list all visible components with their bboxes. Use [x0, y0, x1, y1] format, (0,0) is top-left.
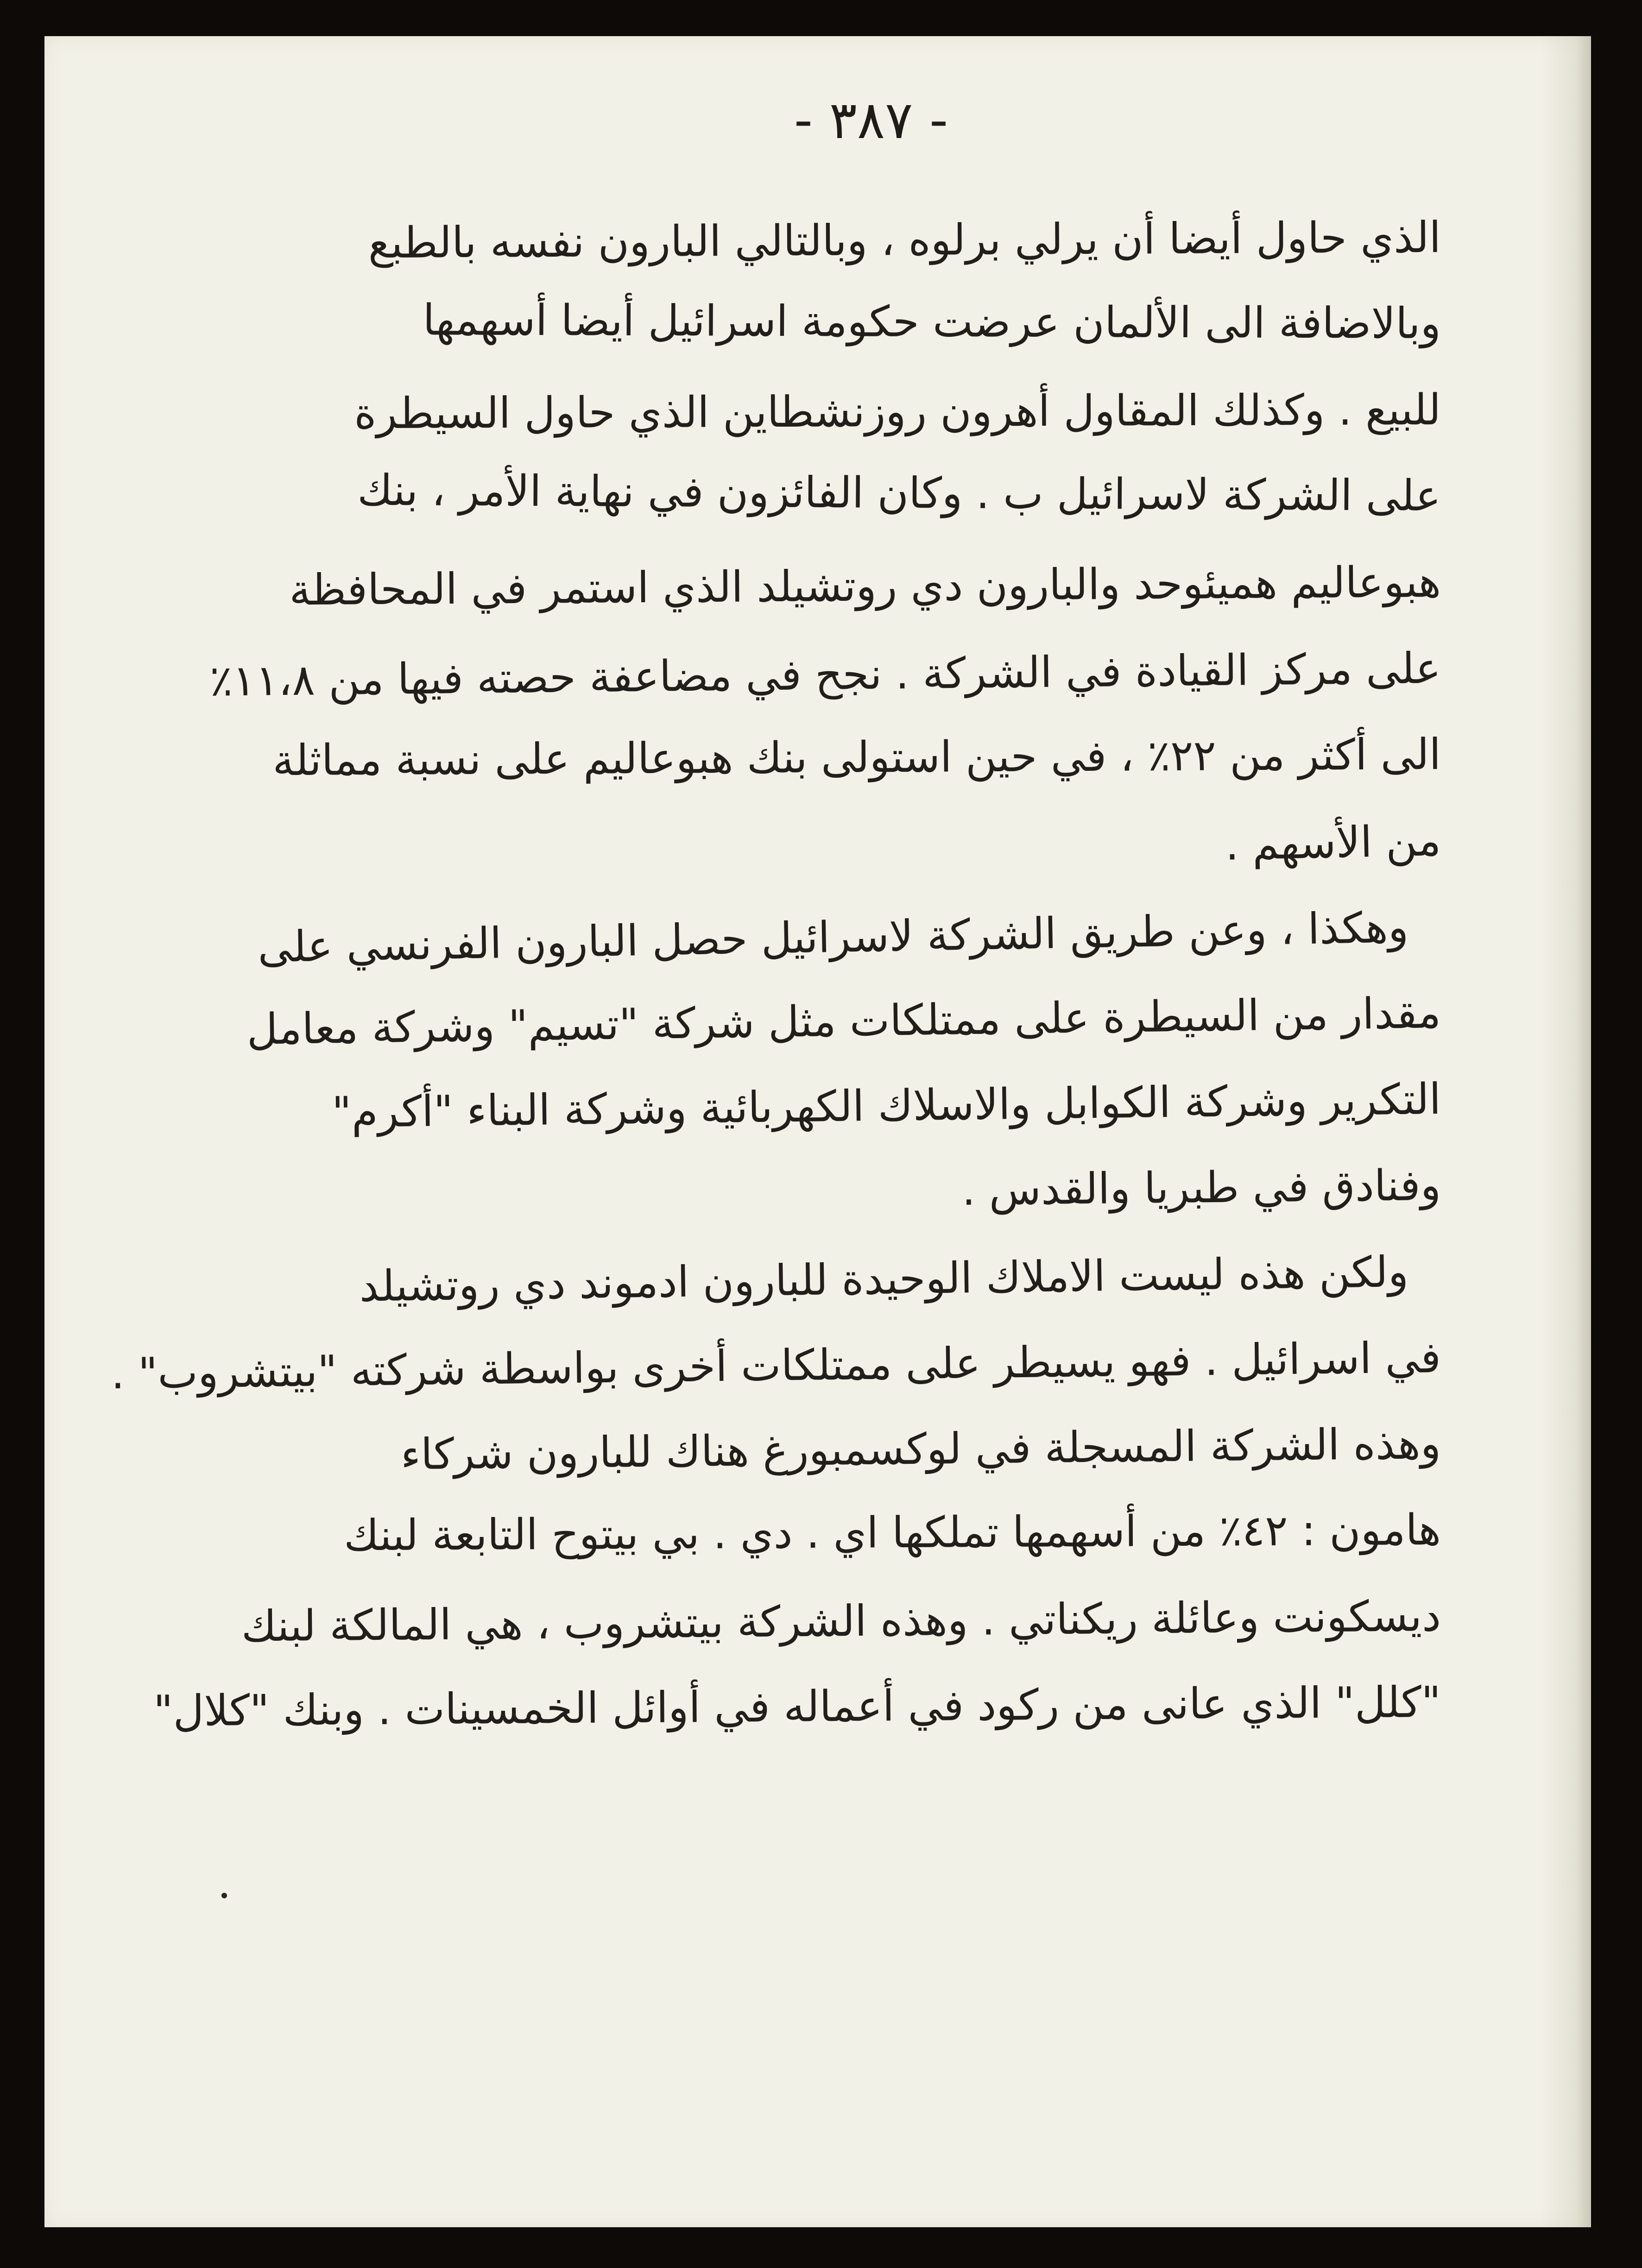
- text-line: للبيع . وكذلك المقاول أهرون روزنشطاين الذي حاول السيطرة: [354, 385, 1441, 439]
- page-number: - ٣٨٧ -: [794, 90, 948, 151]
- text-line: على مركز القيادة في الشركة . نجح في مضاعفة حصته فيها من ١١،٨٪: [209, 643, 1441, 706]
- text-line: ولكن هذه ليست الاملاك الوحيدة للبارون ادموند دي روتشيلد: [359, 1247, 1409, 1311]
- text-line: على الشركة لاسرائيل ب . وكان الفائزون في نهاية الأمر ، بنك: [357, 465, 1441, 521]
- ink-dot: [221, 1893, 227, 1898]
- text-line: في اسرائيل . فهو يسيطر على ممتلكات أخرى بواسطة شركته "بيتشروب" .: [110, 1333, 1441, 1399]
- text-line: وهكذا ، وعن طريق الشركة لاسرائيل حصل البارون الفرنسي على: [257, 902, 1409, 972]
- text-line: وبالاضافة الى الألمان عرضت حكومة اسرائيل أيضا أسهمها: [423, 295, 1441, 348]
- text-line: وهذه الشركة المسجلة في لوكسمبورغ هناك للبارون شركاء: [400, 1419, 1441, 1480]
- text-line: مقدار من السيطرة على ممتلكات مثل شركة "تسيم" وشركة معامل: [246, 988, 1441, 1054]
- text-line: هامون : ٤٢٪ من أسهمها تملكها اي . دي . بي بيتوح التابعة لبنك: [343, 1505, 1441, 1561]
- text-line: التكرير وشركة الكوابل والاسلاك الكهربائية وشركة البناء "أكرم": [331, 1074, 1441, 1138]
- handwritten-text-body: [97, 195, 1441, 1745]
- text-line: ديسكونت وعائلة ريكناتي . وهذه الشركة بيتشروب ، هي المالكة لبنك: [241, 1591, 1441, 1651]
- page-edge-shadow: [1540, 36, 1591, 2227]
- text-line: الذي حاول أيضا أن يرلي برلوه ، وبالتالي البارون نفسه بالطبع: [368, 213, 1441, 268]
- text-line: وفنادق في طبريا والقدس .: [961, 1160, 1441, 1215]
- text-line: من الأسهم .: [1225, 816, 1442, 870]
- text-line: "كلل" الذي عانى من ركود في أعماله في أوائل الخمسينات . وبنك "كلال": [153, 1677, 1441, 1736]
- text-line: الى أكثر من ٢٢٪ ، في حين استولى بنك هبوعاليم على نسبة مماثلة: [272, 730, 1441, 786]
- text-line: هبوعاليم هميئوحد والبارون دي روتشيلد الذي استمر في المحافظة: [289, 557, 1441, 615]
